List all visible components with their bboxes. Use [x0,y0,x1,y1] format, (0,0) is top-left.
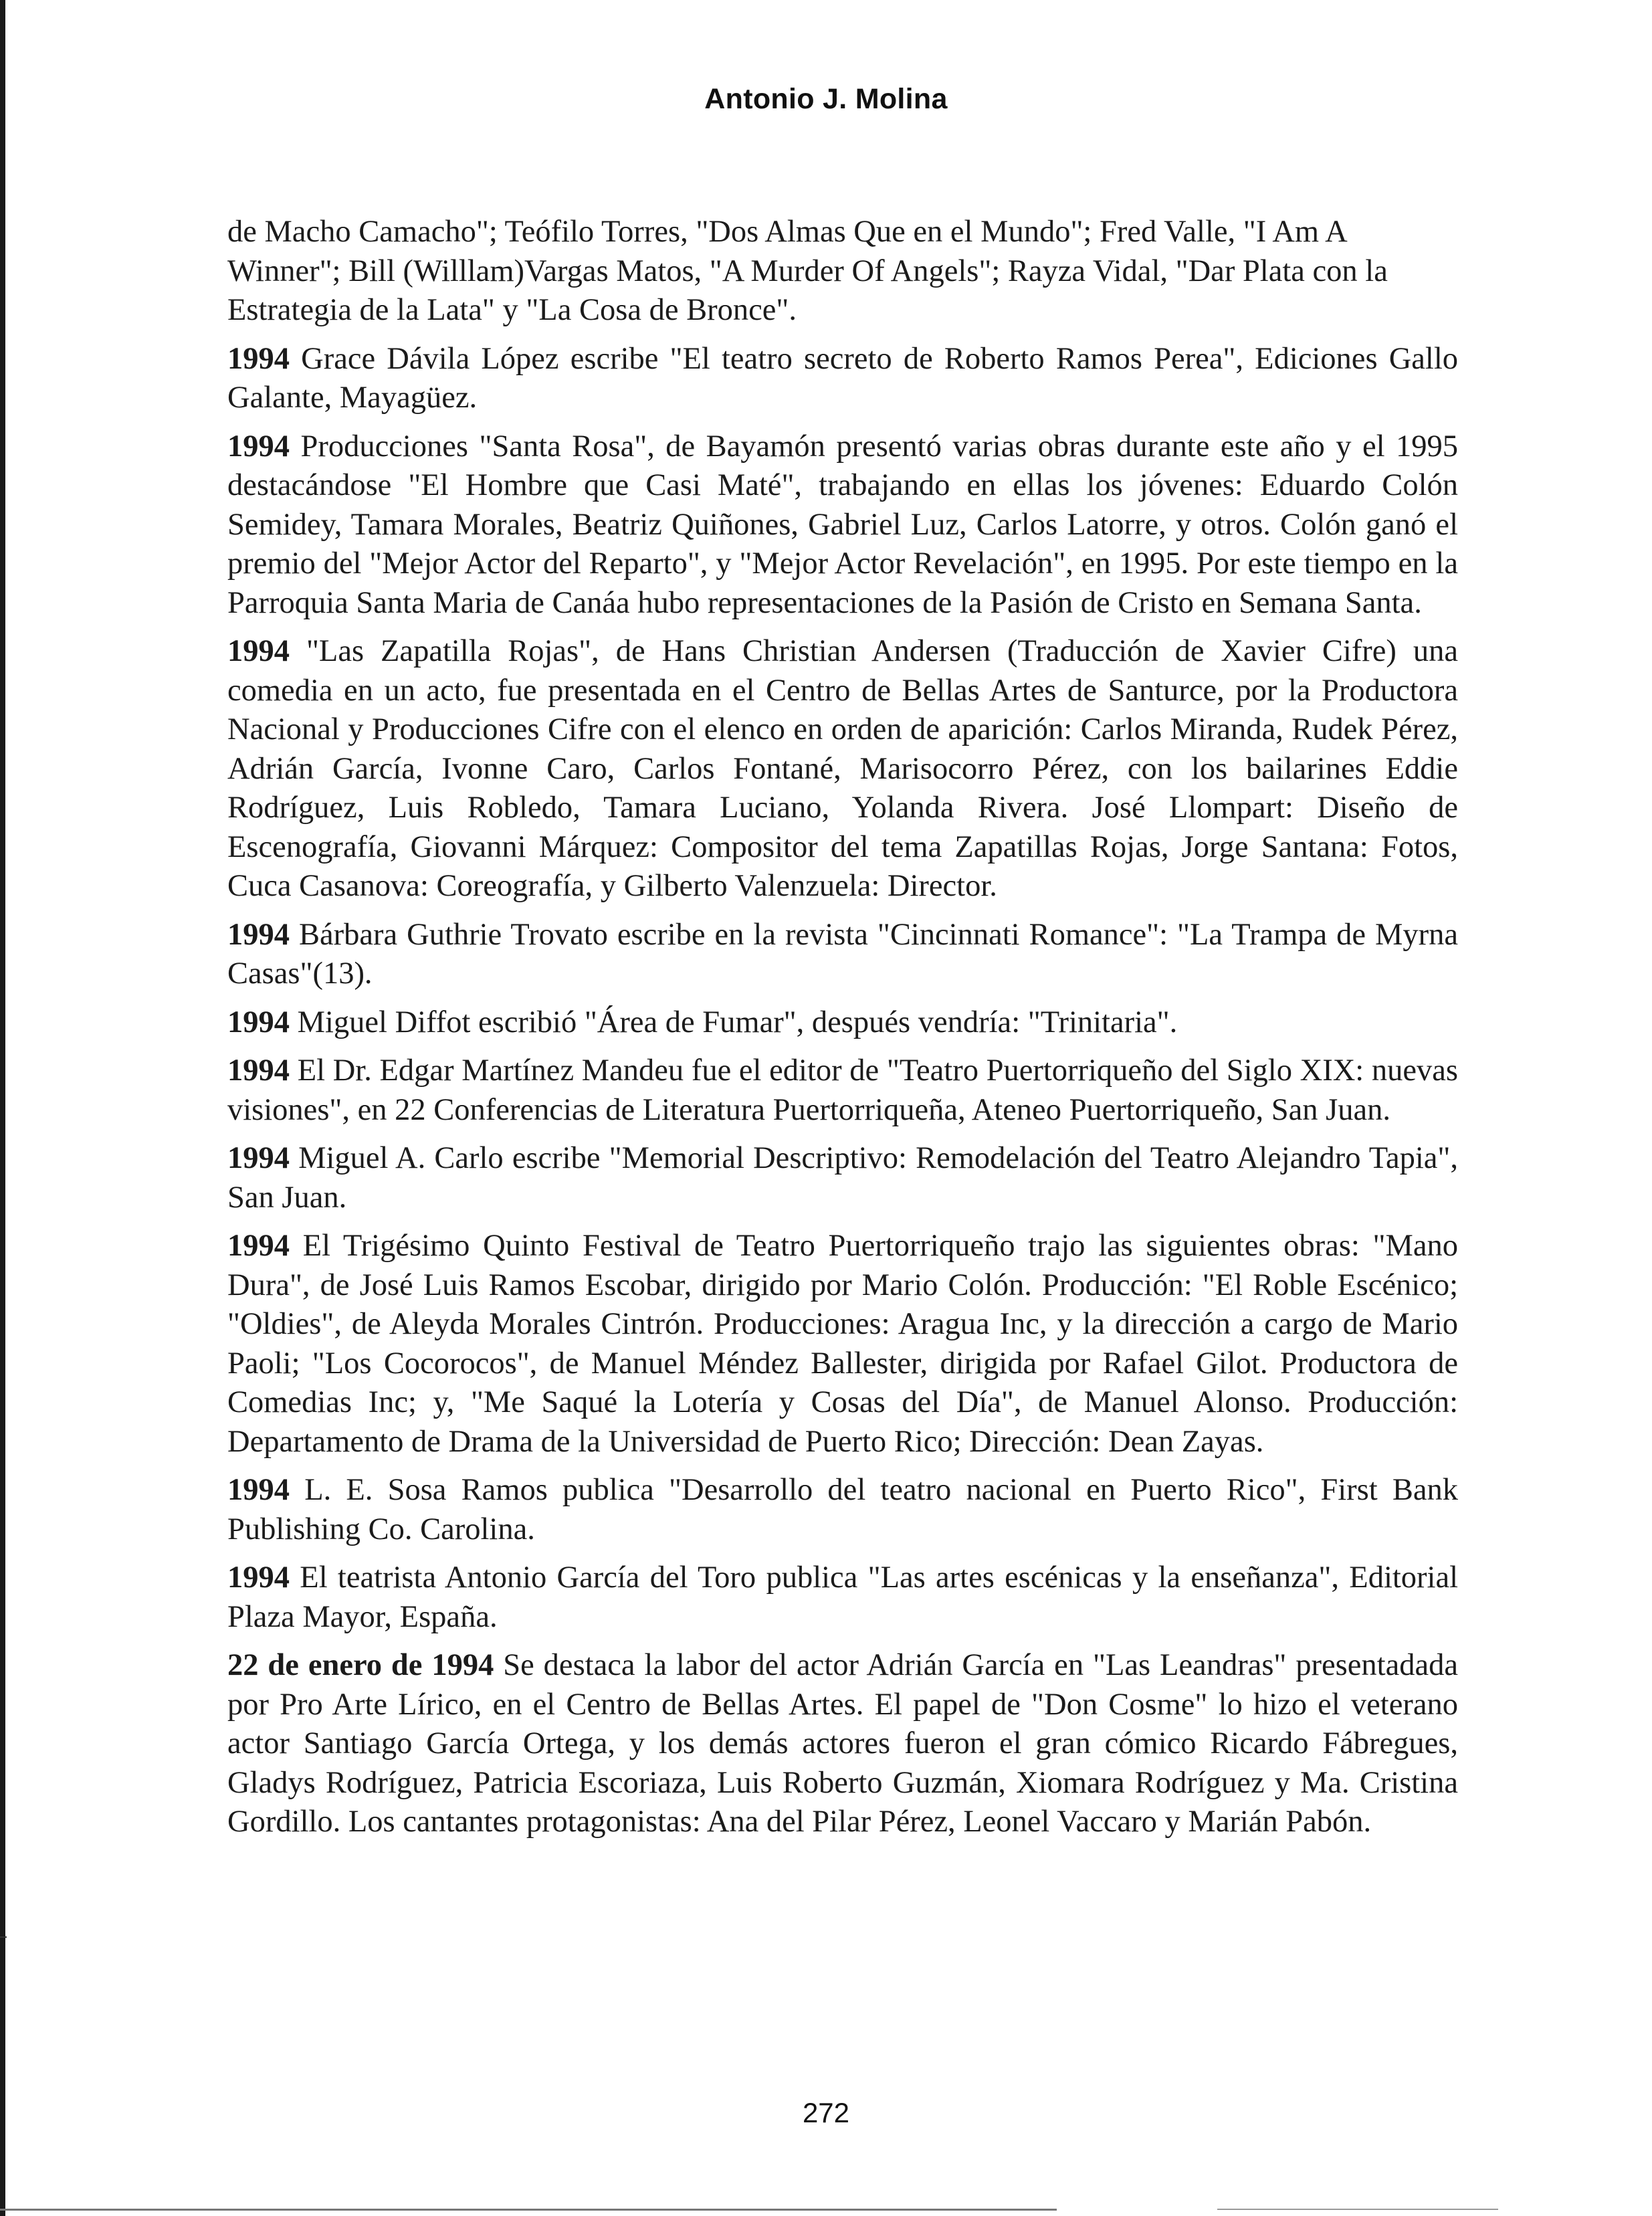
page-number: 272 [802,2097,850,2128]
chronology-entry [227,213,1458,330]
entry-text: El Trigésimo Quinto Festival de Teatro Puertorriqueño trajo las siguientes obras: "Mano Dura", de José Luis Ramos Escobar, dirigido por Mario Colón. Producción: "El Roble Escénico; "Oldies", de Aleyda Morales Cintrón. Producciones: Aragua Inc, y la dirección a cargo de Mario Paoli; "Los Cocorocos", de Manuel Méndez Ballester, dirigida por Rafael Gilot. Productora de Comedias Inc; y, "Me Saqué la Lotería y Cosas del Día", de Manuel Alonso. Producción: Departamento de Drama de la Universidad de Puerto Rico; Dirección: Dean Zayas. [227,1229,1458,1459]
margin-mark [0,1936,7,1938]
entry-date: 1994 [227,429,290,464]
chronology-entry [227,1558,1458,1637]
entry-date: 1994 [227,341,290,376]
scan-bottom-rule [0,2209,1057,2211]
chronology-entry [227,1003,1458,1043]
entry-text: de Macho Camacho"; Teófilo Torres, "Dos Almas Que en el Mundo"; Fred Valle, "I Am A Winner"; Bill (Willlam)Vargas Matos, "A Murder Of Angels"; Rayza Vidal, "Dar Plata con la Estrategia de la Lata" y "La Cosa de Bronce". [227,215,1388,327]
entry-date: 1994 [227,1053,290,1088]
entry-date: 1994 [227,917,290,952]
scan-bottom-rule [1217,2209,1498,2210]
entry-date: 22 de enero de 1994 [227,1648,494,1682]
entry-text: Se destaca la labor del actor Adrián García en "Las Leandras" presentadada por Pro Arte Lírico, en el Centro de Bellas Artes. El papel de "Don Cosme" lo hizo el veterano actor Santiago García Ortega, y los demás actores fueron el gran cómico Ricardo Fábregues, Gladys Rodríguez, Patricia Escoriaza, Luis Roberto Guzmán, Xiomara Rodríguez y Ma. Cristina Gordillo. Los cantantes protagonistas: Ana del Pilar Pérez, Leonel Vaccaro y Marián Pabón. [227,1648,1458,1839]
entry-date: 1994 [227,1141,290,1175]
entry-text: El Dr. Edgar Martínez Mandeu fue el editor de "Teatro Puertorriqueño del Siglo XIX: nuevas visiones", en 22 Conferencias de Literatura Puertorriqueña, Ateneo Puertorriqueño, San Juan. [227,1053,1459,1127]
chronology-entry [227,427,1458,623]
chronology-entry [227,1227,1458,1462]
chronology-entry [227,1051,1458,1130]
entry-text: Miguel A. Carlo escribe "Memorial Descriptivo: Remodelación del Teatro Alejandro Tapia", San Juan. [227,1141,1459,1215]
entry-text: El teatrista Antonio García del Toro publica "Las artes escénicas y la enseñanza", Editorial Plaza Mayor, España. [227,1560,1458,1634]
chronology-entry [227,632,1458,906]
entry-date: 1994 [227,1005,290,1039]
entry-date: 1994 [227,1229,290,1263]
entry-text: Bárbara Guthrie Trovato escribe en la revista "Cincinnati Romance": "La Trampa de Myrna Casas"(13). [227,917,1459,991]
page-body [227,213,1458,1851]
entry-date: 1994 [227,1473,290,1507]
scan-page-edge [0,0,5,2216]
entry-date: 1994 [227,634,290,668]
running-header: Antonio J. Molina [704,83,948,115]
entry-text: Grace Dávila López escribe "El teatro secreto de Roberto Ramos Perea", Ediciones Gallo Galante, Mayagüez. [227,341,1458,415]
entry-text: L. E. Sosa Ramos publica "Desarrollo del teatro nacional en Puerto Rico", First Bank Publishing Co. Carolina. [227,1473,1458,1546]
entry-text: Miguel Diffot escribió "Área de Fumar", después vendría: "Trinitaria". [297,1005,1178,1039]
chronology-entry [227,1139,1458,1217]
chronology-entry [227,1471,1458,1549]
chronology-entry [227,1646,1458,1842]
entry-text: Producciones "Santa Rosa", de Bayamón presentó varias obras durante este año y el 1995 destacándose "El Hombre que Casi Maté", trabajando en ellas los jóvenes: Eduardo Colón Semidey, Tamara Morales, Beatriz Quiñones, Gabriel Luz, Carlos Latorre, y otros. Colón ganó el premio del "Mejor Actor del Reparto", y "Mejor Actor Revelación", en 1995. Por este tiempo en la Parroquia Santa Maria de Canáa hubo representaciones de la Pasión de Cristo en Semana Santa. [227,429,1458,620]
entry-text: "Las Zapatilla Rojas", de Hans Christian Andersen (Traducción de Xavier Cifre) una comedia en un acto, fue presentada en el Centro de Bellas Artes de Santurce, por la Productora Nacional y Producciones Cifre con el elenco en orden de aparición: Carlos Miranda, Rudek Pérez, Adrián García, Ivonne Caro, Carlos Fontané, Marisocorro Pérez, con los bailarines Eddie Rodríguez, Luis Robledo, Tamara Luciano, Yolanda Rivera. José Llompart: Diseño de Escenografía, Giovanni Márquez: Compositor del tema Zapatillas Rojas, Jorge Santana: Fotos, Cuca Casanova: Coreografía, y Gilberto Valenzuela: Director. [227,634,1459,903]
entry-date: 1994 [227,1560,290,1595]
chronology-entry [227,340,1458,418]
chronology-entry [227,916,1458,994]
